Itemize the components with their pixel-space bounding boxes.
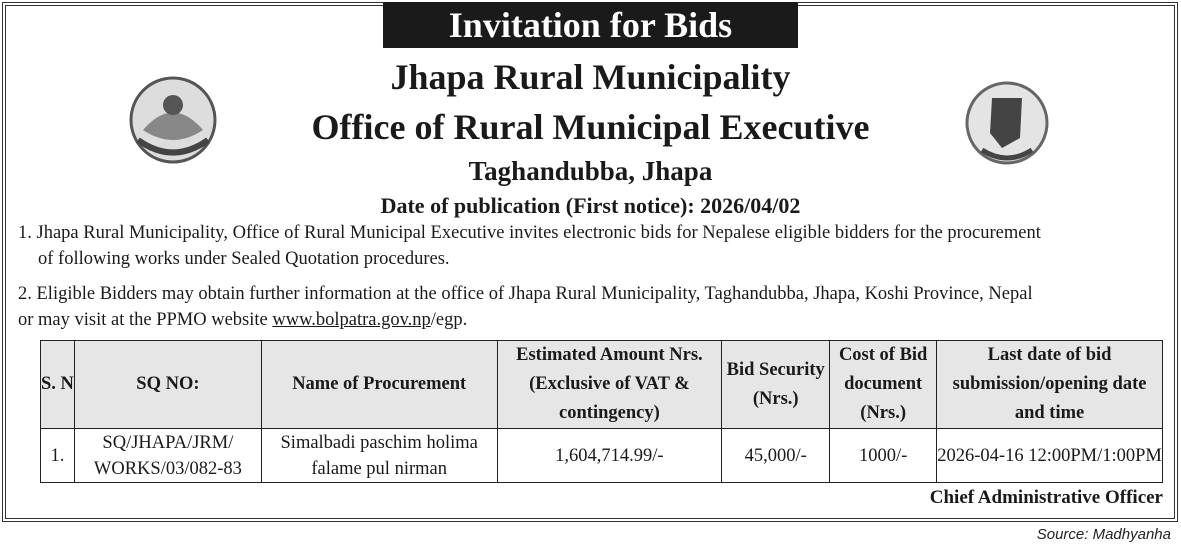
paragraph-2 xyxy=(18,281,1168,333)
cell-bid-security: 45,000/- xyxy=(722,429,830,483)
ppmo-website-link[interactable]: www.bolpatra.gov.np xyxy=(272,310,431,330)
header-bid-document-cost: Cost of Bid document (Nrs.) xyxy=(830,341,937,429)
header-procurement-name: Name of Procurement xyxy=(261,341,497,429)
paragraph-2-text: or may visit at the PPMO website xyxy=(18,310,273,330)
cell-bid-document-cost: 1000/- xyxy=(830,429,937,483)
cell-procurement-name: Simalbadi paschim holima falame pul nirman xyxy=(261,429,497,483)
header-bid-security: Bid Security (Nrs.) xyxy=(722,341,830,429)
municipality-name: Jhapa Rural Municipality xyxy=(390,57,791,97)
header-sq-no: SQ NO: xyxy=(74,341,261,429)
cell-estimated-amount: 1,604,714.99/- xyxy=(497,429,722,483)
paragraph-1-line-1: 1. Jhapa Rural Municipality, Office of Rural Municipal Executive invites electronic bids for Nepalese eligible bidders for the procurement xyxy=(18,223,1041,243)
cell-sq-no: SQ/JHAPA/JRM/ WORKS/03/082-83 xyxy=(74,429,261,483)
table-header-row xyxy=(41,341,1163,429)
table-row xyxy=(41,429,1163,483)
notice-title: Invitation for Bids xyxy=(383,2,798,48)
publication-date: Date of publication (First notice): 2026/04/02 xyxy=(380,193,801,218)
source-credit: Source: Madhyanha xyxy=(1036,526,1171,543)
paragraph-2-line-1: 2. Eligible Bidders may obtain further information at the office of Jhapa Rural Municipality, Taghandubba, Jhapa, Koshi Province, Nepal xyxy=(18,284,1033,304)
paragraph-1-line-2: of following works under Sealed Quotation procedures. xyxy=(38,249,450,269)
header-last-date: Last date of bid submission/opening date and time xyxy=(937,341,1163,429)
location: Taghandubba, Jhapa xyxy=(468,156,713,186)
office-name: Office of Rural Municipal Executive xyxy=(311,107,870,147)
header-sn: S. N xyxy=(41,341,75,429)
header-estimated-amount: Estimated Amount Nrs. (Exclusive of VAT & contingency) xyxy=(497,341,722,429)
procurement-table xyxy=(40,340,1163,483)
signature: Chief Administrative Officer xyxy=(929,487,1163,508)
cell-sn: 1. xyxy=(41,429,75,483)
paragraph-1 xyxy=(18,220,1168,272)
paragraph-2-suffix: /egp. xyxy=(430,310,468,330)
cell-last-date: 2026-04-16 12:00PM/1:00PM xyxy=(937,429,1163,483)
